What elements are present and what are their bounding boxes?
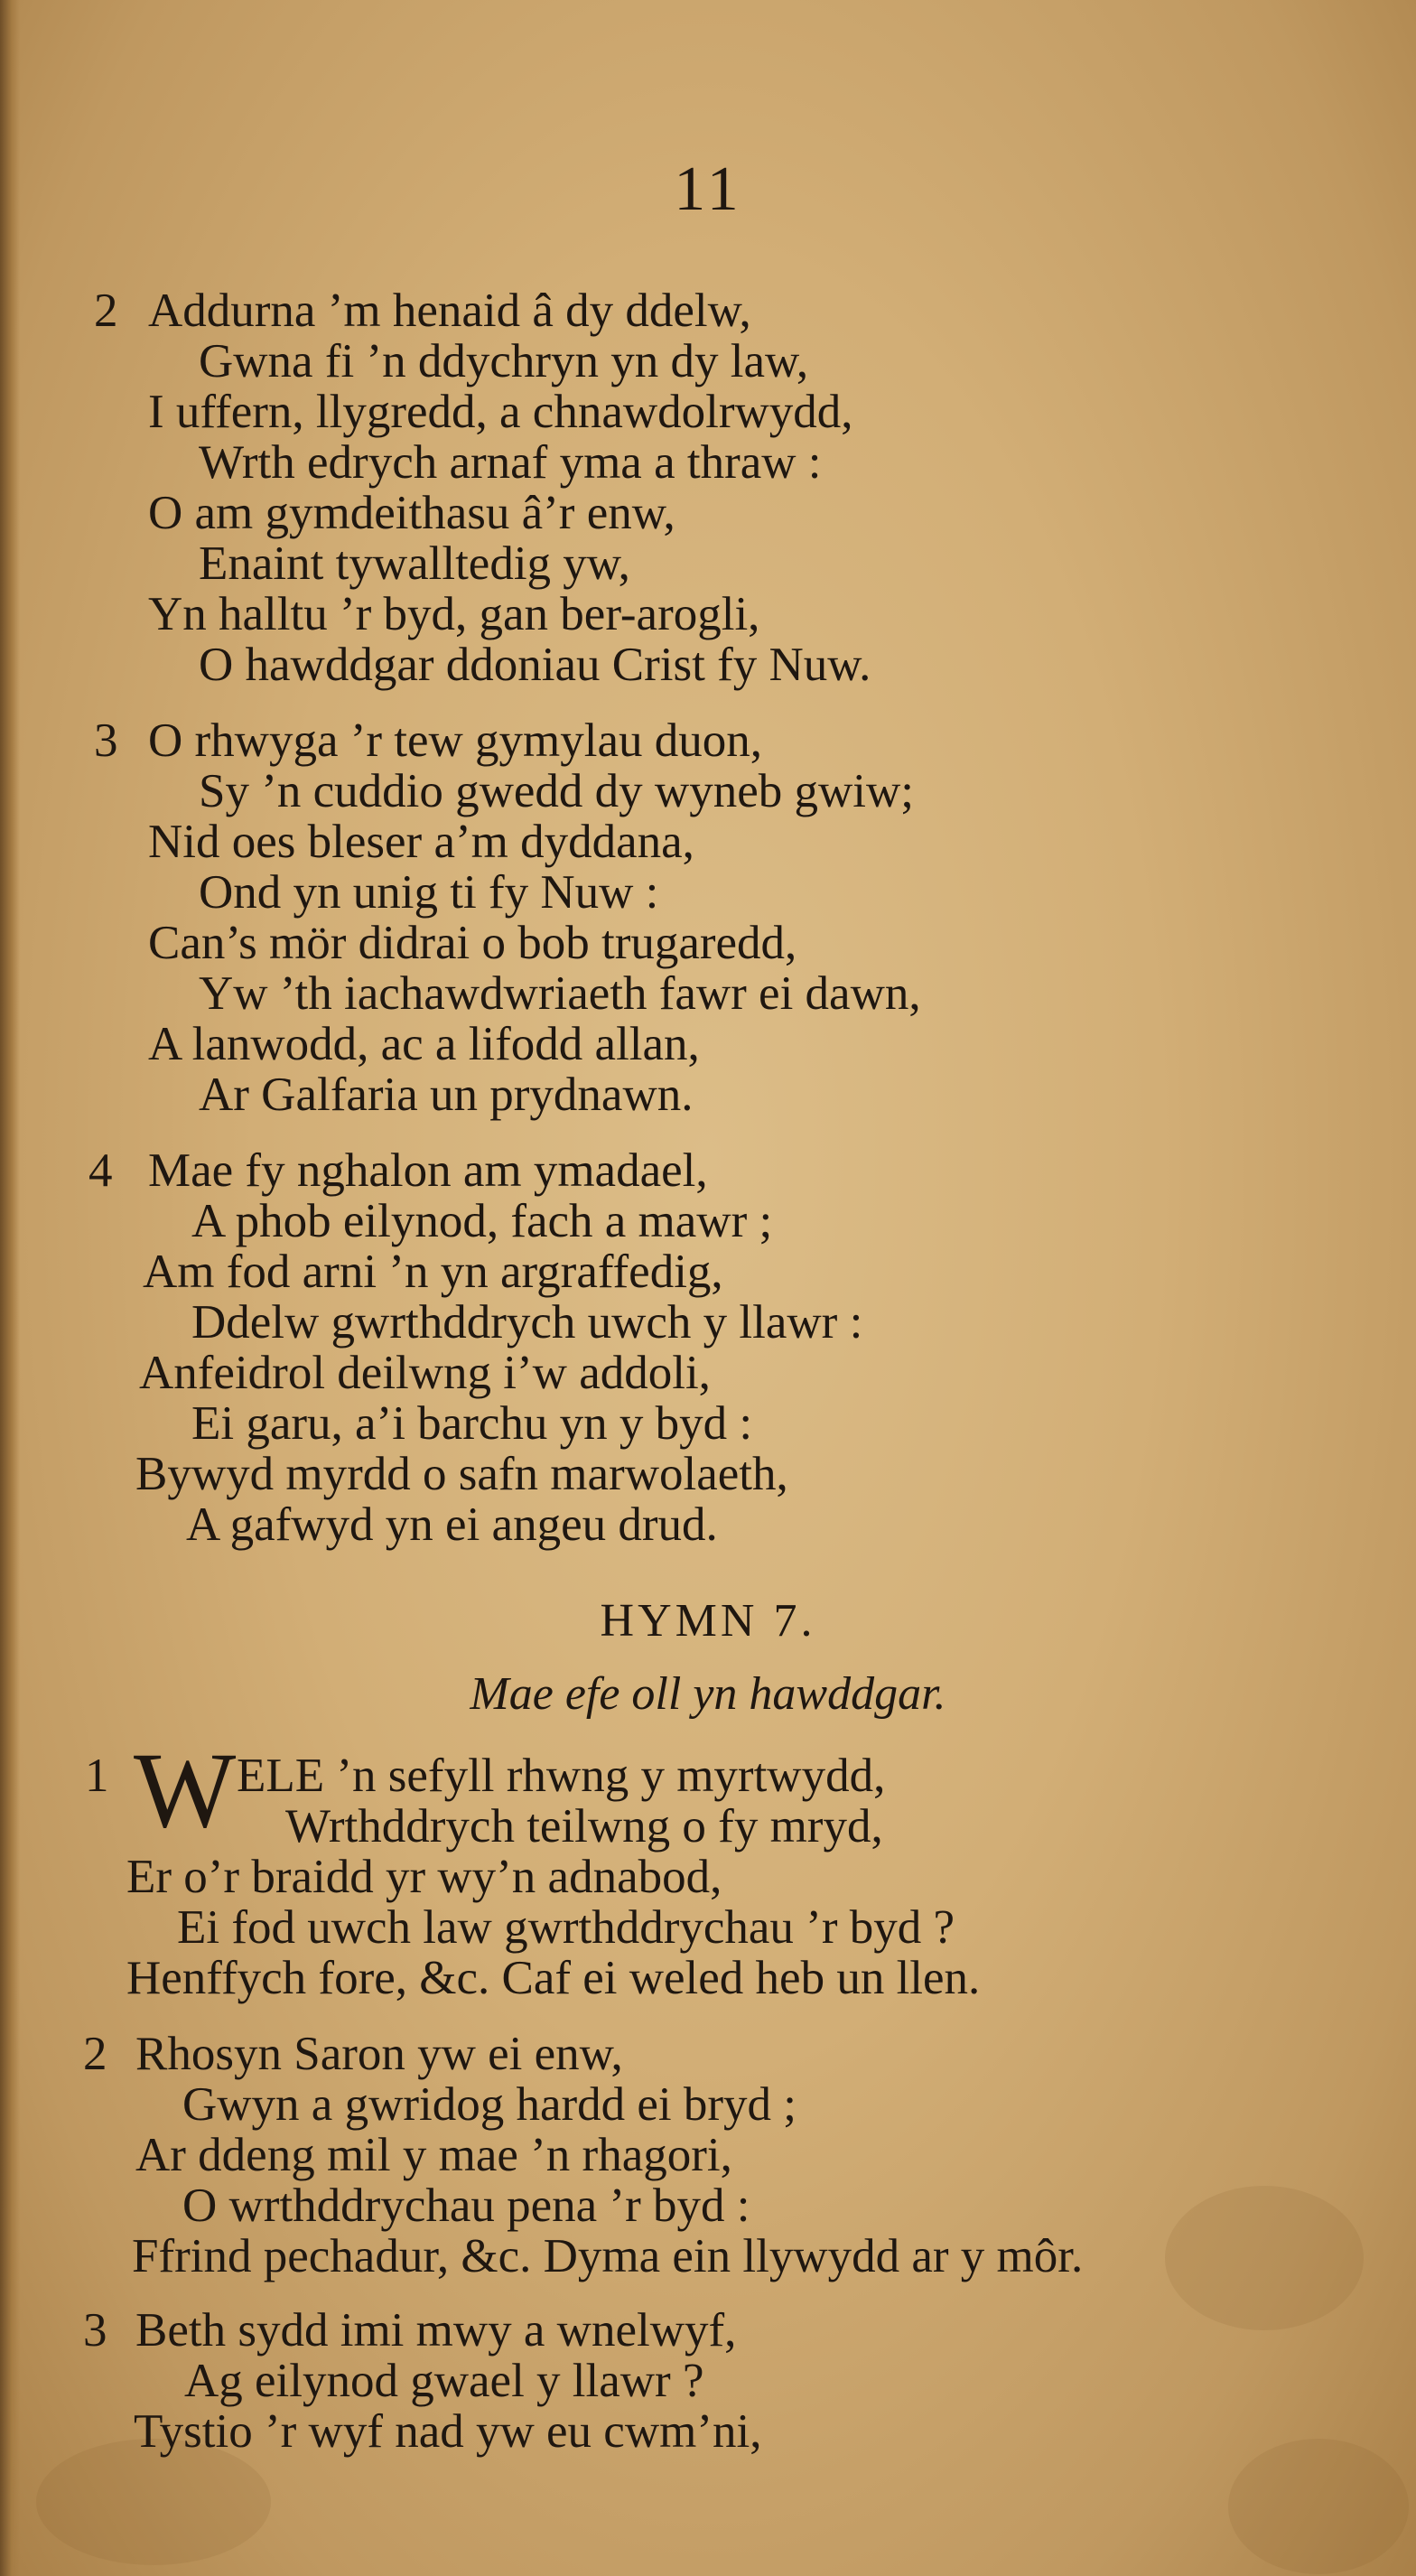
- verse-line: Enaint tywalltedig yw,: [199, 537, 630, 590]
- verse-line: Wrth edrych arnaf yma a thraw :: [199, 436, 822, 489]
- stanza-number: 3: [83, 2304, 107, 2357]
- verse-line: Yw ’th iachawdwriaeth fawr ei dawn,: [199, 967, 921, 1020]
- verse-line: Ond yn unig ti fy Nuw :: [199, 866, 659, 919]
- verse-line: A phob eilynod, fach a mawr ;: [191, 1195, 773, 1247]
- verse-line: Am fod arni ’n yn argraffedig,: [143, 1246, 723, 1298]
- verse-line: A gafwyd yn ei angeu drud.: [186, 1498, 718, 1551]
- stanza-number: 2: [94, 285, 118, 337]
- verse-line: O am gymdeithasu â’r enw,: [148, 487, 675, 539]
- verse-line: Can’s mör didrai o bob trugaredd,: [148, 917, 797, 969]
- verse-line: Ar Galfaria un prydnawn.: [199, 1069, 694, 1121]
- page-edge-shadow: [0, 0, 20, 2576]
- verse-line: ELE ’n sefyll rhwng y myrtwydd,: [237, 1750, 886, 1802]
- verse-line: Yn halltu ’r byd, gan ber-arogli,: [148, 588, 760, 640]
- verse-line: O wrthddrychau pena ’r byd :: [182, 2179, 750, 2232]
- verse-line: Bywyd myrdd o safn marwolaeth,: [135, 1448, 788, 1500]
- stanza-number: 2: [83, 2028, 107, 2080]
- stanza-number: 3: [94, 714, 118, 767]
- verse-line: Wrthddrych teilwng o fy mryd,: [285, 1800, 883, 1853]
- verse-line: Mae fy nghalon am ymadael,: [148, 1144, 708, 1197]
- page-number: 11: [674, 154, 742, 224]
- verse-line: Henffych fore, &c. Caf ei weled heb un llen.: [126, 1952, 981, 2004]
- verse-line: O hawddgar ddoniau Crist fy Nuw.: [199, 639, 871, 691]
- verse-line: Ffrind pechadur, &c. Dyma ein llywydd ar y môr.: [132, 2230, 1084, 2282]
- verse-line: Sy ’n cuddio gwedd dy wyneb gwiw;: [199, 765, 914, 817]
- stanza-number: 1: [85, 1750, 109, 1802]
- verse-line: Er o’r braidd yr wy’n adnabod,: [126, 1851, 722, 1903]
- drop-cap: W: [134, 1730, 237, 1850]
- verse-line: A lanwodd, ac a lifodd allan,: [148, 1018, 700, 1070]
- verse-line: Ddelw gwrthddrych uwch y llawr :: [191, 1296, 863, 1349]
- verse-line: Addurna ’m henaid â dy ddelw,: [148, 285, 751, 337]
- verse-line: Ei garu, a’i barchu yn y byd :: [191, 1397, 753, 1450]
- verse-line: Gwyn a gwridog hardd ei bryd ;: [182, 2078, 797, 2131]
- verse-line: Ar ddeng mil y mae ’n rhagori,: [135, 2129, 732, 2181]
- hymn-subtitle: Mae efe oll yn hawddgar.: [470, 1668, 946, 1720]
- verse-line: Ag eilynod gwael y llawr ?: [184, 2355, 704, 2407]
- verse-line: Tystio ’r wyf nad yw eu cwm’ni,: [134, 2405, 762, 2458]
- verse-line: Nid oes bleser a’m dyddana,: [148, 816, 694, 868]
- verse-line: I uffern, llygredd, a chnawdolrwydd,: [148, 386, 853, 438]
- verse-line: Rhosyn Saron yw ei enw,: [135, 2028, 623, 2080]
- verse-line: Gwna fi ’n ddychryn yn dy law,: [199, 335, 809, 387]
- verse-line: Anfeidrol deilwng i’w addoli,: [139, 1347, 711, 1399]
- hymn-heading: HYMN 7.: [600, 1595, 816, 1647]
- stanza-number: 4: [88, 1144, 113, 1197]
- paper-stain: [1165, 2186, 1364, 2330]
- verse-line: Ei fod uwch law gwrthddrychau ’r byd ?: [177, 1901, 955, 1954]
- paper-stain: [1228, 2439, 1409, 2574]
- verse-line: O rhwyga ’r tew gymylau duon,: [148, 714, 763, 767]
- verse-line: Beth sydd imi mwy a wnelwyf,: [135, 2304, 737, 2357]
